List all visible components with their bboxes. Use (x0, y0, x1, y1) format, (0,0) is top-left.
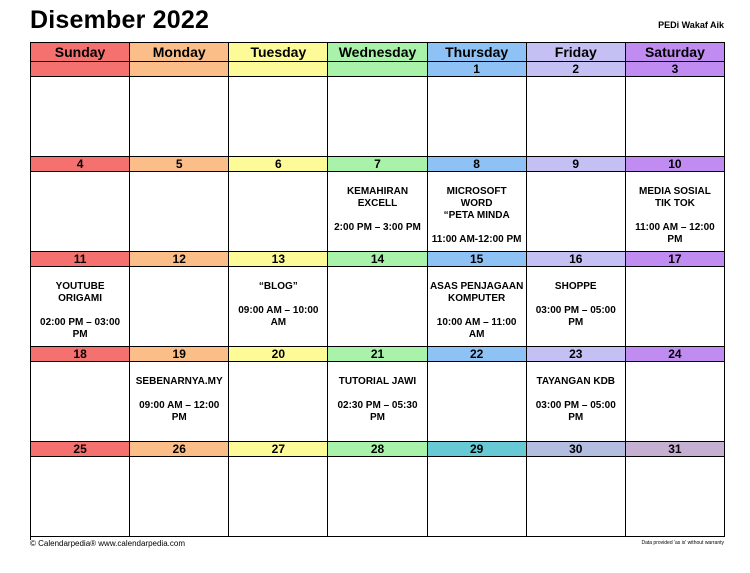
day-cell[interactable] (130, 252, 229, 347)
event-title: “BLOG” (258, 281, 298, 292)
day-number: 20 (229, 347, 327, 362)
day-cell[interactable] (229, 252, 328, 347)
day-body (31, 267, 129, 346)
day-cell[interactable] (328, 347, 427, 442)
event-time: 09:00 AM – 10:00 AM (238, 305, 319, 328)
day-body (229, 267, 327, 346)
day-body (328, 362, 426, 441)
event-title: YOUTUBE ORIGAMI (55, 281, 105, 304)
day-number: 25 (31, 442, 129, 457)
day-body (130, 172, 228, 251)
day-number: 6 (229, 157, 327, 172)
day-number: 15 (428, 252, 526, 267)
day-body (130, 362, 228, 441)
day-cell[interactable] (328, 62, 427, 157)
day-cell[interactable] (130, 62, 229, 157)
disclaimer-text: Data provided 'as is' without warranty (641, 540, 724, 546)
day-number: 26 (130, 442, 228, 457)
event-time: 2:00 PM – 3:00 PM (334, 222, 421, 233)
day-number: 22 (428, 347, 526, 362)
event-title: TUTORIAL JAWI (338, 376, 417, 387)
day-number: 5 (130, 157, 228, 172)
week-row (31, 442, 725, 537)
event-title: SHOPPE (554, 281, 597, 292)
day-body (328, 457, 426, 536)
day-body (527, 77, 625, 156)
event-title: KEMAHIRAN EXCELL (346, 186, 409, 209)
day-body (229, 457, 327, 536)
day-body (527, 362, 625, 441)
day-number (229, 62, 327, 77)
day-number: 14 (328, 252, 426, 267)
day-body (130, 457, 228, 536)
weekday-header-row (31, 43, 725, 62)
day-cell[interactable] (31, 347, 130, 442)
event-time: 03:00 PM – 05:00 PM (535, 305, 616, 328)
day-body (428, 267, 526, 346)
day-cell[interactable] (428, 442, 527, 537)
day-body (31, 172, 129, 251)
day-body (130, 267, 228, 346)
day-number (31, 62, 129, 77)
day-body (229, 362, 327, 441)
day-body (31, 362, 129, 441)
day-number (130, 62, 228, 77)
day-cell[interactable] (428, 252, 527, 347)
day-number: 27 (229, 442, 327, 457)
day-body (130, 77, 228, 156)
event-title: TAYANGAN KDB (536, 376, 616, 387)
weekday-header-thursday: Thursday (428, 43, 527, 62)
week-row (31, 347, 725, 442)
day-cell[interactable] (626, 62, 725, 157)
day-cell[interactable] (328, 442, 427, 537)
event-time: 11:00 AM-12:00 PM (431, 234, 522, 245)
day-body (626, 172, 724, 251)
day-body (31, 457, 129, 536)
day-cell[interactable] (527, 62, 626, 157)
weekday-header-tuesday: Tuesday (229, 43, 328, 62)
copyright-text: © Calendarpedia® www.calendarpedia.com (30, 539, 185, 548)
day-cell[interactable] (229, 442, 328, 537)
week-row (31, 157, 725, 252)
day-body (428, 457, 526, 536)
day-cell[interactable] (428, 157, 527, 252)
day-cell[interactable] (328, 157, 427, 252)
day-number: 19 (130, 347, 228, 362)
week-row (31, 252, 725, 347)
weekday-header-sunday: Sunday (31, 43, 130, 62)
weekday-header-friday: Friday (527, 43, 626, 62)
day-body (428, 77, 526, 156)
day-cell[interactable] (229, 157, 328, 252)
event-time: 11:00 AM – 12:00 PM (635, 222, 715, 245)
day-body (626, 362, 724, 441)
day-cell[interactable] (626, 442, 725, 537)
day-body (527, 172, 625, 251)
event-time: 02:30 PM – 05:30 PM (337, 400, 418, 423)
day-number: 1 (428, 62, 526, 77)
event-time: 09:00 AM – 12:00 PM (139, 400, 220, 423)
day-cell[interactable] (229, 62, 328, 157)
day-number: 10 (626, 157, 724, 172)
day-number: 31 (626, 442, 724, 457)
day-number: 13 (229, 252, 327, 267)
day-body (626, 267, 724, 346)
event-time: 02:00 PM – 03:00 PM (40, 317, 121, 340)
day-number: 21 (328, 347, 426, 362)
weekday-header-monday: Monday (130, 43, 229, 62)
day-cell[interactable] (130, 347, 229, 442)
day-cell[interactable] (31, 62, 130, 157)
day-number: 4 (31, 157, 129, 172)
weeks-container (31, 62, 725, 537)
day-cell[interactable] (626, 252, 725, 347)
day-cell[interactable] (428, 347, 527, 442)
day-cell[interactable] (527, 157, 626, 252)
event-time: 03:00 PM – 05:00 PM (535, 400, 616, 423)
day-number (328, 62, 426, 77)
page-title: Disember 2022 (30, 6, 210, 34)
day-number: 24 (626, 347, 724, 362)
day-body (328, 77, 426, 156)
day-number: 29 (428, 442, 526, 457)
organization-label: PEDi Wakaf Aik (658, 20, 724, 30)
day-cell[interactable] (31, 252, 130, 347)
day-cell[interactable] (527, 252, 626, 347)
day-body (527, 457, 625, 536)
day-number: 28 (328, 442, 426, 457)
day-number: 11 (31, 252, 129, 267)
event-title: SEBENARNYA.MY (135, 376, 223, 387)
day-cell[interactable] (527, 442, 626, 537)
event-title: ASAS PENJAGAAN KOMPUTER (429, 281, 524, 304)
day-cell[interactable] (229, 347, 328, 442)
day-number: 8 (428, 157, 526, 172)
day-number: 3 (626, 62, 724, 77)
day-body (626, 457, 724, 536)
day-body (527, 267, 625, 346)
day-cell[interactable] (527, 347, 626, 442)
day-number: 9 (527, 157, 625, 172)
event-title: MEDIA SOSIAL TIK TOK (638, 186, 711, 209)
day-body (428, 362, 526, 441)
weekday-header-wednesday: Wednesday (328, 43, 427, 62)
day-number: 17 (626, 252, 724, 267)
day-cell[interactable] (626, 157, 725, 252)
day-body (229, 172, 327, 251)
day-body (626, 77, 724, 156)
day-body (328, 172, 426, 251)
day-body (31, 77, 129, 156)
day-body (328, 267, 426, 346)
day-number: 2 (527, 62, 625, 77)
day-number: 30 (527, 442, 625, 457)
day-cell[interactable] (328, 252, 427, 347)
day-cell[interactable] (31, 157, 130, 252)
day-number: 16 (527, 252, 625, 267)
day-body (428, 172, 526, 251)
day-number: 12 (130, 252, 228, 267)
day-cell[interactable] (626, 347, 725, 442)
day-cell[interactable] (31, 442, 130, 537)
weekday-header-saturday: Saturday (626, 43, 725, 62)
day-number: 18 (31, 347, 129, 362)
day-cell[interactable] (130, 442, 229, 537)
event-time: 10:00 AM – 11:00 AM (436, 317, 517, 340)
day-number: 7 (328, 157, 426, 172)
day-body (229, 77, 327, 156)
week-row (31, 62, 725, 157)
event-title: MICROSOFT WORD “PETA MINDA (443, 186, 510, 221)
day-number: 23 (527, 347, 625, 362)
day-cell[interactable] (130, 157, 229, 252)
calendar-grid (30, 42, 725, 540)
day-cell[interactable] (428, 62, 527, 157)
